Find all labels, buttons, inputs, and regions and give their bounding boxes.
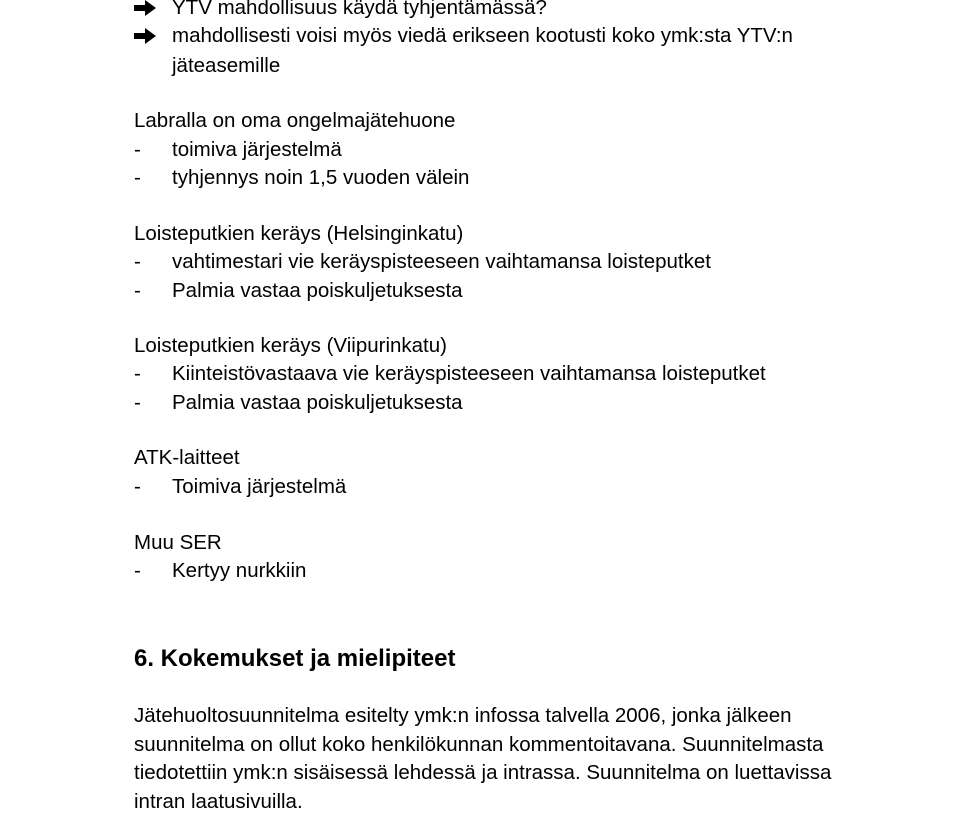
paragraph-line: tiedotettiin ymk:n sisäisessä lehdessä ja intrassa. Suunnitelma on luettavissa xyxy=(134,759,960,788)
list-item xyxy=(134,360,766,388)
list-item xyxy=(134,389,463,417)
list-item xyxy=(134,248,711,276)
right-arrow-icon xyxy=(134,22,172,44)
arrow-item-continuation: jäteasemille xyxy=(172,52,280,80)
list-item xyxy=(134,473,346,501)
section-heading: 6. Kokemukset ja mielipiteet xyxy=(134,644,455,674)
arrow-item xyxy=(134,22,793,50)
dash-bullet: - xyxy=(134,473,172,501)
dash-bullet: - xyxy=(134,248,172,276)
list-item-text: Palmia vastaa poiskuljetuksesta xyxy=(172,279,463,302)
list-item-text: vahtimestari vie keräyspisteeseen vaihtamansa loisteputket xyxy=(172,250,711,273)
paragraph-line: intran laatusivuilla. xyxy=(134,788,960,816)
list-item xyxy=(134,164,469,192)
arrow-item-text: YTV mahdollisuus käydä tyhjentämässä? xyxy=(172,0,547,19)
arrow-item-text: mahdollisesti voisi myös viedä erikseen kootusti koko ymk:sta YTV:n xyxy=(172,24,793,47)
section-title: Loisteputkien keräys (Viipurinkatu) xyxy=(134,332,447,360)
dash-bullet: - xyxy=(134,164,172,192)
list-item xyxy=(134,277,463,305)
section-title: Labralla on oma ongelmajätehuone xyxy=(134,107,455,135)
section-title: Loisteputkien keräys (Helsinginkatu) xyxy=(134,220,463,248)
section-title: ATK-laitteet xyxy=(134,444,240,472)
list-item xyxy=(134,136,342,164)
list-item-text: Toimiva järjestelmä xyxy=(172,475,346,498)
list-item-text: Palmia vastaa poiskuljetuksesta xyxy=(172,391,463,414)
arrow-item xyxy=(134,0,547,22)
dash-bullet: - xyxy=(134,389,172,417)
dash-bullet: - xyxy=(134,136,172,164)
list-item-text: toimiva järjestelmä xyxy=(172,138,342,161)
list-item-text: tyhjennys noin 1,5 vuoden välein xyxy=(172,166,469,189)
list-item xyxy=(134,557,306,585)
list-item-text: Kertyy nurkkiin xyxy=(172,559,306,582)
dash-bullet: - xyxy=(134,277,172,305)
paragraph-line: Jätehuoltosuunnitelma esitelty ymk:n infossa talvella 2006, jonka jälkeen xyxy=(134,702,960,731)
dash-bullet: - xyxy=(134,557,172,585)
dash-bullet: - xyxy=(134,360,172,388)
list-item-text: Kiinteistövastaava vie keräyspisteeseen vaihtamansa loisteputket xyxy=(172,362,766,385)
section-title: Muu SER xyxy=(134,529,222,557)
paragraph-line: suunnitelma on ollut koko henkilökunnan kommentoitavana. Suunnitelmasta xyxy=(134,731,960,760)
body-paragraph xyxy=(134,702,960,816)
right-arrow-icon xyxy=(134,0,172,16)
